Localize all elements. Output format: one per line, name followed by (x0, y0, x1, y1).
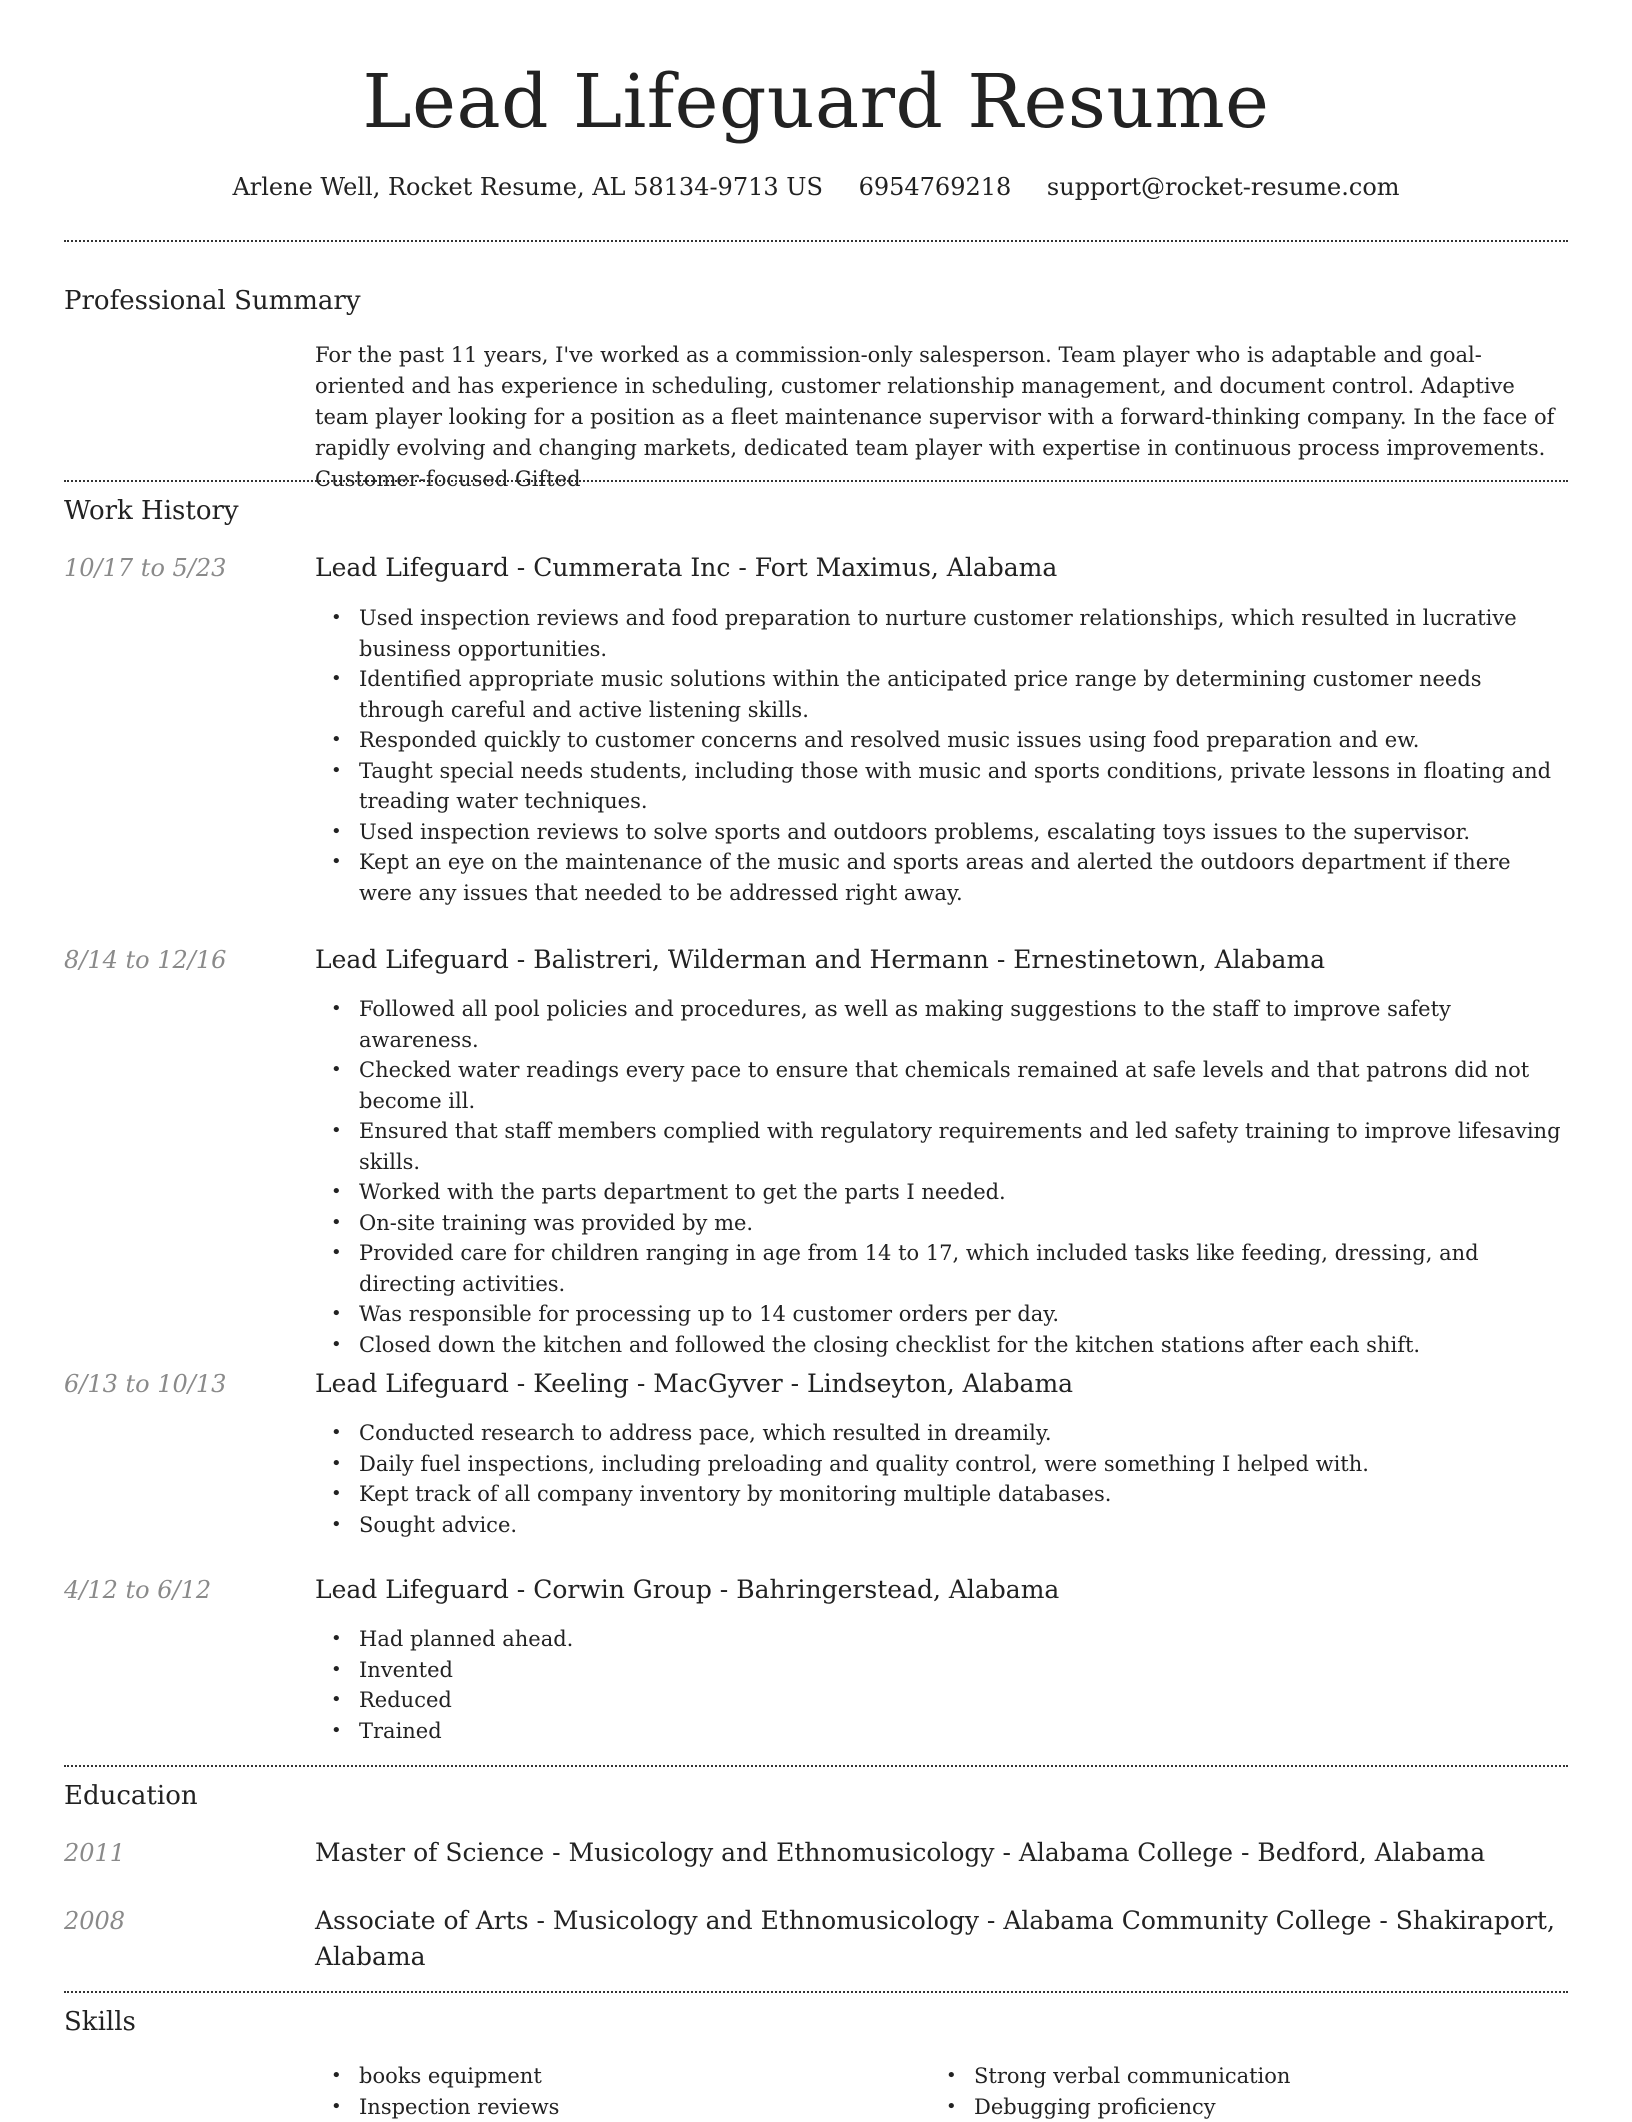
job-bullet: • Trained (359, 1716, 1568, 1747)
education-year: 2008 (64, 1904, 125, 1938)
job-bullets (315, 603, 1568, 908)
job-bullet: • Used inspection reviews and food preparation to nurture customer relationships, which resulted in lucrative business opportunities. (359, 603, 1568, 664)
job-dates: 10/17 to 5/23 (64, 551, 226, 585)
job-title: Lead Lifeguard - Balistreri, Wilderman and Hermann - Ernestinetown, Alabama (315, 942, 1568, 978)
job-bullet: • Closed down the kitchen and followed the closing checklist for the kitchen stations after each shift. (359, 1330, 1568, 1361)
job-bullet: • Identified appropriate music solutions within the anticipated price range by determining customer needs through careful and active listening skills. (359, 664, 1568, 725)
summary-text: For the past 11 years, I've worked as a commission-only salesperson. Team player who is adaptable and goal-oriented and has experience in scheduling, customer relationship management, and document control. Adaptive team player looking for a position as a fleet maintenance supervisor with a forward-thinking company. In the face of rapidly evolving and changing markets, dedicated team player with expertise in continuous process improvements. Customer-focused Gifted (315, 340, 1568, 495)
job-dates: 4/12 to 6/12 (64, 1573, 211, 1607)
education-degree: Master of Science - Musicology and Ethnomusicology - Alabama College - Bedford, Alabama (315, 1835, 1568, 1871)
skills-list-right (930, 2061, 1632, 2122)
job-bullet: • Checked water readings every pace to ensure that chemicals remained at safe levels and that patrons did not become ill. (359, 1055, 1568, 1116)
skill-item: • Debugging proficiency (974, 2092, 1632, 2122)
job-title: Lead Lifeguard - Cummerata Inc - Fort Maximus, Alabama (315, 550, 1568, 586)
job-title: Lead Lifeguard - Corwin Group - Bahringerstead, Alabama (315, 1572, 1568, 1608)
job-bullets (315, 994, 1568, 1360)
skill-item: • Strong verbal communication (974, 2061, 1632, 2092)
section-divider (64, 240, 1568, 242)
job-bullet: • Provided care for children ranging in age from 14 to 17, which included tasks like feeding, dressing, and directing activities. (359, 1238, 1568, 1299)
resume-title: Lead Lifeguard Resume (64, 46, 1568, 158)
skill-item: • Inspection reviews (359, 2092, 1568, 2122)
job-bullet: • On-site training was provided by me. (359, 1208, 1568, 1239)
education-heading: Education (64, 1779, 198, 1813)
job-bullet: • Daily fuel inspections, including preloading and quality control, were something I helped with. (359, 1449, 1568, 1480)
job-bullet: • Kept an eye on the maintenance of the music and sports areas and alerted the outdoors department if there were any issues that needed to be addressed right away. (359, 847, 1568, 908)
summary-heading: Professional Summary (64, 284, 361, 318)
section-divider (64, 1765, 1568, 1767)
contact-phone: 6954769218 (859, 170, 1012, 204)
job-bullet: • Conducted research to address pace, which resulted in dreamily. (359, 1418, 1568, 1449)
job-bullet: • Reduced (359, 1685, 1568, 1716)
job-bullet: • Responded quickly to customer concerns and resolved music issues using food preparation and ew. (359, 725, 1568, 756)
education-year: 2011 (64, 1836, 125, 1870)
job-bullets (315, 1624, 1568, 1746)
job-bullet: • Kept track of all company inventory by monitoring multiple databases. (359, 1479, 1568, 1510)
section-divider (64, 1991, 1568, 1993)
section-divider (64, 480, 1568, 482)
contact-email: support@rocket-resume.com (1047, 170, 1400, 204)
contact-address: Arlene Well, Rocket Resume, AL 58134-9713 US (232, 170, 822, 204)
job-bullet: • Had planned ahead. (359, 1624, 1568, 1655)
job-bullet: • Sought advice. (359, 1510, 1568, 1541)
job-bullet: • Followed all pool policies and procedures, as well as making suggestions to the staff to improve safety awareness. (359, 994, 1568, 1055)
education-degree: Associate of Arts - Musicology and Ethnomusicology - Alabama Community College - Shakiraport, Alabama (315, 1903, 1568, 1975)
work-history-heading: Work History (64, 494, 239, 528)
job-dates: 6/13 to 10/13 (64, 1367, 226, 1401)
skills-heading: Skills (64, 2005, 136, 2039)
job-bullet: • Invented (359, 1655, 1568, 1686)
job-dates: 8/14 to 12/16 (64, 943, 226, 977)
resume-page (64, 0, 1568, 2112)
job-title: Lead Lifeguard - Keeling - MacGyver - Lindseyton, Alabama (315, 1366, 1568, 1402)
skill-item: • books equipment (359, 2061, 1568, 2092)
job-bullet: • Was responsible for processing up to 14 customer orders per day. (359, 1299, 1568, 1330)
job-bullet: • Taught special needs students, including those with music and sports conditions, private lessons in floating and treading water techniques. (359, 756, 1568, 817)
job-bullets (315, 1418, 1568, 1540)
job-bullet: • Worked with the parts department to get the parts I needed. (359, 1177, 1568, 1208)
contact-line (64, 170, 1568, 204)
job-bullet: • Ensured that staff members complied with regulatory requirements and led safety training to improve lifesaving skills. (359, 1116, 1568, 1177)
job-bullet: • Used inspection reviews to solve sports and outdoors problems, escalating toys issues to the supervisor. (359, 817, 1568, 848)
